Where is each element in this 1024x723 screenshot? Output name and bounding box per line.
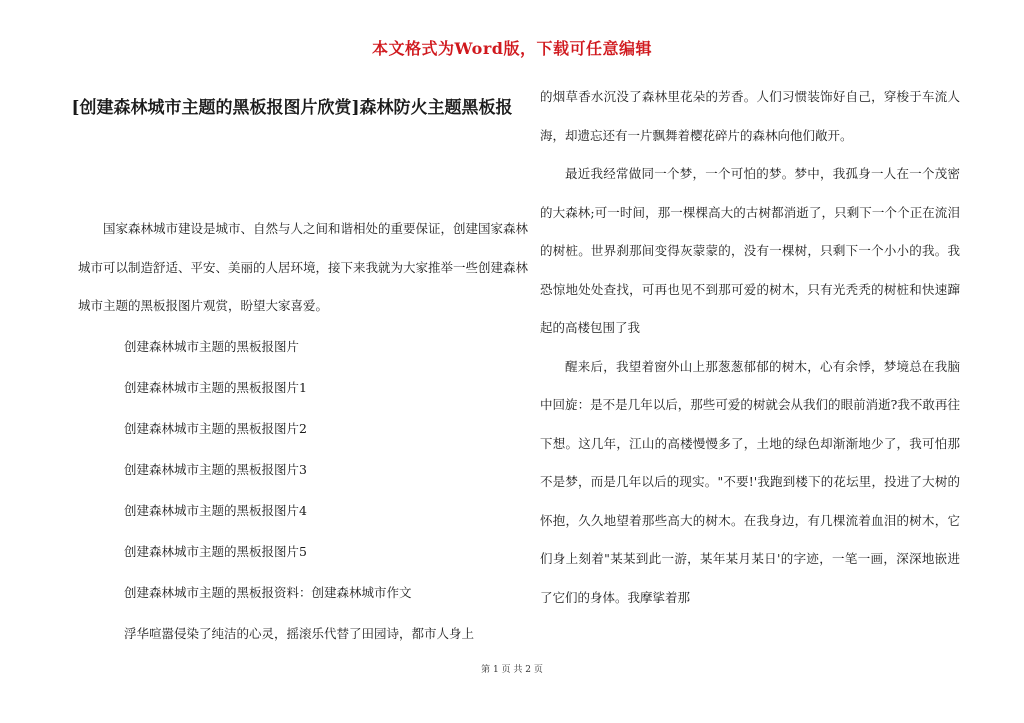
body-paragraph: 最近我经常做同一个梦，一个可怕的梦。梦中，我孤身一人在一个茂密的大森林;可一时间，那一棵棵高大的古树都消逝了，只剩下一个个正在流泪的树桩。世界刹那间变得灰蒙蒙的，没有一棵树，只剩下一个小小的我。我恐惊地处处查找，可再也见不到那可爱的树木，只有光秃秃的树桩和快速蹿起的高楼包围了我 xyxy=(540,166,960,335)
body-text-start: 浮华喧嚣侵染了纯洁的心灵，摇滚乐代替了田园诗，都市人身上 xyxy=(124,625,475,641)
body-paragraph: 醒来后，我望着窗外山上那葱葱郁郁的树木，心有余悸，梦境总在我脑中回旋：是不是几年以后，那些可爱的树就会从我们的眼前消逝?我不敢再往下想。这几年，江山的高楼慢慢多了，土地的绿色却渐渐地少了，我可怕那不是梦，而是几年以后的现实。"不要!'我跑到楼下的花坛里，投进了大树的怀抱，久久地望着那些高大的树木。在我身边，有几棵流着血泪的树木，它们身上刻着"某某到此一游，某年某月某日'的字迹，一笔一画，深深地嵌进了它们的身体。我摩挲着那 xyxy=(540,358,960,605)
list-item: 创建森林城市主题的黑板报图片 xyxy=(124,338,300,354)
left-column xyxy=(78,210,528,654)
intro-paragraph: 国家森林城市建设是城市、自然与人之间和谐相处的重要保证，创建国家森林城市可以制造舒适、平安、美丽的人居环境，接下来我就为大家推举一些创建森林城市主题的黑板报图片观赏，盼望大家喜爱。 xyxy=(78,221,529,313)
list-item: 创建森林城市主题的黑板报图片4 xyxy=(124,502,307,518)
body-paragraph: 的烟草香水沉没了森林里花朵的芳香。人们习惯装饰好自己，穿梭于车流人海，却遗忘还有一片飘舞着樱花碎片的森林向他们敞开。 xyxy=(540,89,960,143)
list-item: 创建森林城市主题的黑板报资料：创建森林城市作文 xyxy=(124,584,412,600)
list-item: 创建森林城市主题的黑板报图片1 xyxy=(124,379,307,395)
page-number: 第 1 页 共 2 页 xyxy=(481,665,543,675)
right-column xyxy=(540,78,960,617)
list-item: 创建森林城市主题的黑板报图片3 xyxy=(124,461,307,477)
list-item: 创建森林城市主题的黑板报图片2 xyxy=(124,420,307,436)
list-item: 创建森林城市主题的黑板报图片5 xyxy=(124,543,307,559)
document-banner: 本文格式为Word版，下载可任意编辑 xyxy=(372,39,652,58)
document-title: [创建森林城市主题的黑板报图片欣赏]森林防火主题黑板报 xyxy=(71,98,513,118)
